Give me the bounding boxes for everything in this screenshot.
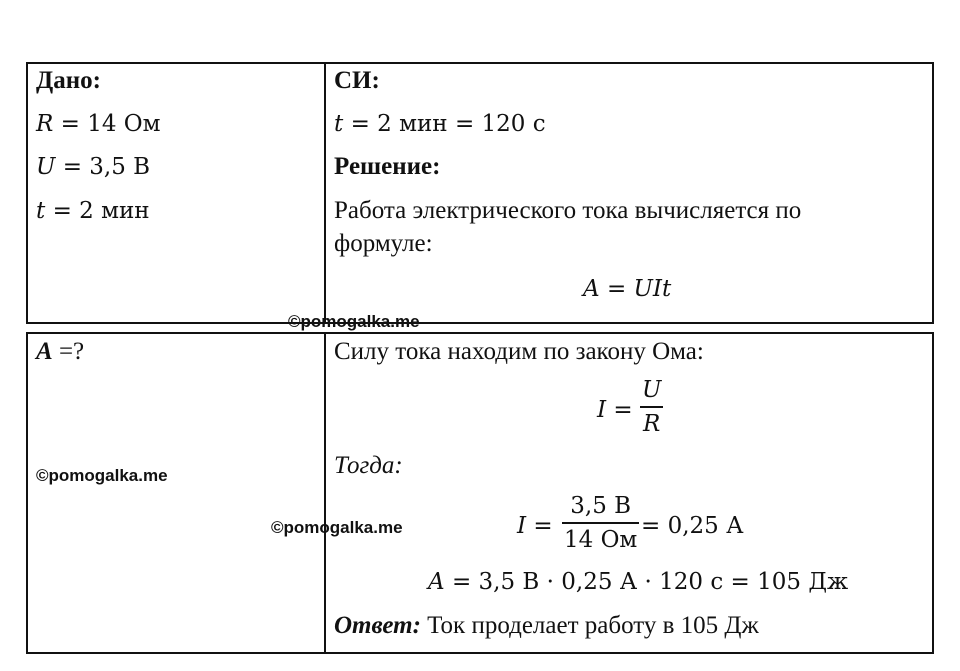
find-value: A =? <box>36 338 85 365</box>
si-time: t = 2 мин = 120 с <box>334 111 546 137</box>
given-time: t = 2 мин <box>36 198 150 224</box>
si-heading: СИ: <box>334 67 380 94</box>
solution-text-line1: Работа электрического тока вычисляется по <box>334 197 802 224</box>
ohm-formula-lhs: I = <box>597 397 633 423</box>
fraction-denominator: R <box>643 411 661 437</box>
given-voltage: U = 3,5 В <box>36 154 151 180</box>
fraction-bar <box>640 406 663 408</box>
fraction-numerator: 3,5 В <box>570 493 632 519</box>
answer: Ответ: Ток проделает работу в 105 Дж <box>334 612 759 639</box>
solution-text-line2: формуле: <box>334 230 433 257</box>
current-formula-fraction <box>562 492 639 554</box>
ohm-formula-fraction <box>640 376 663 438</box>
current-formula-rhs: = 0,25 А <box>641 513 744 539</box>
column-divider <box>324 334 326 652</box>
bottom-table <box>26 332 934 654</box>
watermark: ©pomogalka.me <box>271 518 403 537</box>
given-heading: Дано: <box>36 67 101 94</box>
top-table <box>26 62 934 324</box>
fraction-bar <box>562 522 639 524</box>
ohm-law-text: Силу тока находим по закону Ома: <box>334 338 704 365</box>
current-formula-lhs: I = <box>517 513 553 539</box>
fraction-denominator: 14 Ом <box>564 527 638 553</box>
solution-heading: Решение: <box>334 153 441 180</box>
given-resistance: R = 14 Ом <box>36 111 161 137</box>
watermark: ©pomogalka.me <box>288 312 420 331</box>
column-divider <box>324 64 326 322</box>
fraction-numerator: U <box>642 377 662 403</box>
work-formula: A = UIt <box>583 276 672 302</box>
watermark: ©pomogalka.me <box>36 466 168 485</box>
work-calculation: A = 3,5 В · 0,25 А · 120 с = 105 Дж <box>428 569 849 595</box>
then-text: Тогда: <box>334 452 403 479</box>
